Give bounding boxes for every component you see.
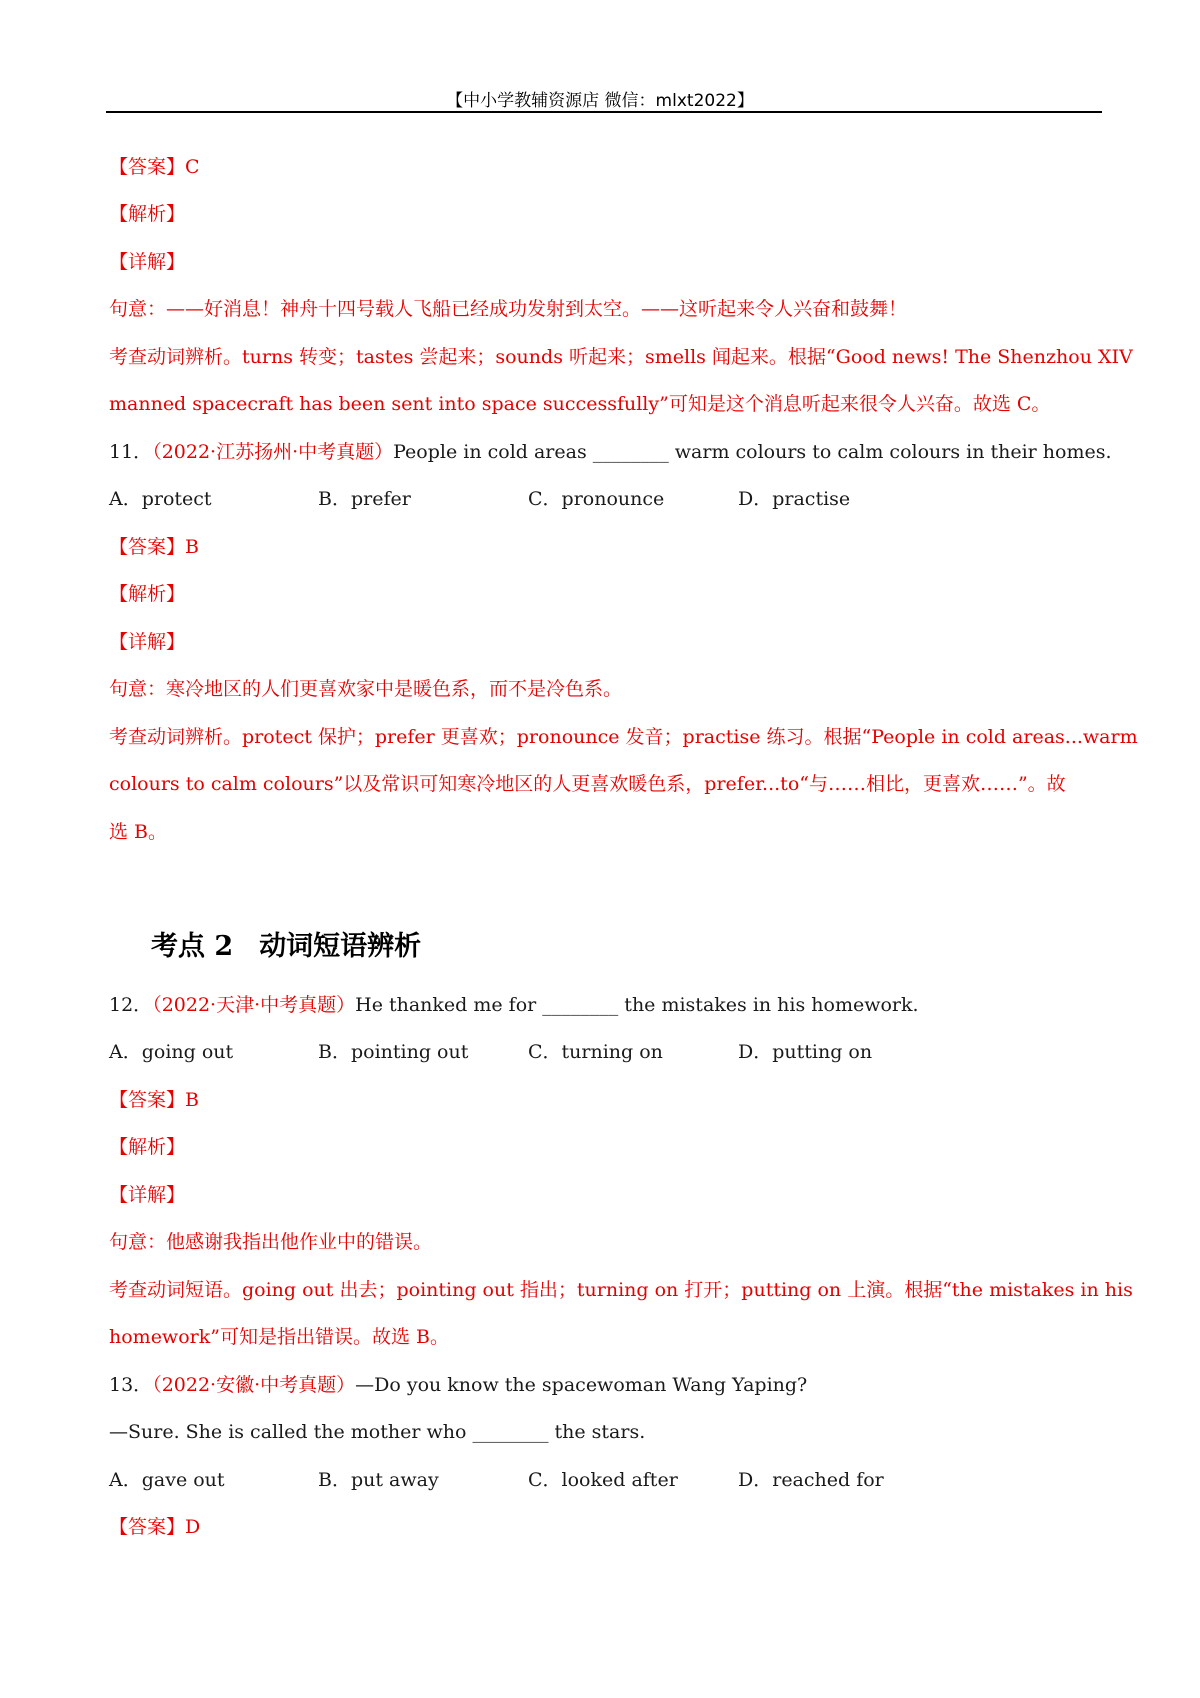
q10-detail-label: 【详解】	[109, 251, 186, 273]
q12-explanation-line-1: 考查动词短语。going out 出去；pointing out 指出；turning on 打开；putting on 上演。根据“the mistakes in his	[109, 1279, 1133, 1301]
q11-explanation-line-3: 选 B。	[109, 821, 168, 843]
section-title: 动词短语辨析	[259, 931, 422, 962]
q12-stem	[109, 993, 919, 1017]
q13-option-c: C．looked after	[528, 1469, 678, 1491]
q13-option-d: D．reached for	[738, 1469, 884, 1491]
q10-explanation-line-2: manned spacecraft has been sent into space successfully”可知是这个消息听起来很令人兴奋。故选 C。	[109, 393, 1051, 415]
q13-stem	[109, 1373, 807, 1397]
section-heading	[151, 930, 421, 964]
page-header: 【中小学教辅资源店 微信：mlxt2022】	[446, 91, 754, 111]
q12-detail-label: 【详解】	[109, 1184, 186, 1206]
q12-number: 12．	[109, 994, 153, 1016]
q11-source: （2022·江苏扬州·中考真题）	[152, 441, 394, 463]
q11-text: People in cold areas ________ warm colours to calm colours in their homes.	[393, 441, 1112, 463]
q12-option-b: B．pointing out	[318, 1041, 469, 1063]
q11-option-c: C．pronounce	[528, 488, 665, 510]
q12-analysis-label: 【解析】	[109, 1136, 186, 1158]
q11-option-a: A．protect	[109, 488, 212, 510]
q11-explanation-line-1: 考查动词辨析。protect 保护；prefer 更喜欢；pronounce 发音；practise 练习。根据“People in cold areas...warm	[109, 726, 1138, 748]
q12-option-d: D．putting on	[738, 1041, 873, 1063]
q10-answer: 【答案】C	[109, 156, 200, 178]
q10-explanation-line-1: 考查动词辨析。turns 转变；tastes 尝起来；sounds 听起来；smells 闻起来。根据“Good news! The Shenzhou XIV	[109, 346, 1133, 368]
q11-stem	[109, 440, 1112, 464]
q12-meaning: 句意：他感谢我指出他作业中的错误。	[109, 1231, 433, 1253]
q12-explanation-line-2: homework”可知是指出错误。故选 B。	[109, 1326, 449, 1348]
q11-explanation-line-2: colours to calm colours”以及常识可知寒冷地区的人更喜欢暖色系，prefer...to“与……相比，更喜欢……”。故	[109, 773, 1066, 795]
q11-answer: 【答案】B	[109, 536, 199, 558]
q11-option-d: D．practise	[738, 488, 851, 510]
q11-analysis-label: 【解析】	[109, 583, 186, 605]
q13-option-b: B．put away	[318, 1469, 439, 1491]
q11-number: 11．	[109, 441, 153, 463]
q10-analysis-label: 【解析】	[109, 203, 186, 225]
q12-source: （2022·天津·中考真题）	[152, 994, 356, 1016]
q12-text: He thanked me for ________ the mistakes in his homework.	[355, 994, 919, 1016]
q11-option-b: B．prefer	[318, 488, 411, 510]
q11-detail-label: 【详解】	[109, 631, 186, 653]
q11-meaning: 句意：寒冷地区的人们更喜欢家中是暖色系，而不是冷色系。	[109, 678, 623, 700]
q13-text: —Do you know the spacewoman Wang Yaping?	[355, 1374, 808, 1396]
q12-answer: 【答案】B	[109, 1089, 199, 1111]
q12-option-c: C．turning on	[528, 1041, 663, 1063]
section-label: 考点 2	[151, 931, 234, 962]
q10-meaning: 句意：——好消息！神舟十四号载人飞船已经成功发射到太空。——这听起来令人兴奋和鼓舞！	[109, 298, 908, 320]
header-divider	[106, 111, 1102, 113]
q13-source: （2022·安徽·中考真题）	[152, 1374, 356, 1396]
q13-number: 13．	[109, 1374, 153, 1396]
q13-option-a: A．gave out	[109, 1469, 225, 1491]
q12-option-a: A．going out	[109, 1041, 234, 1063]
q13-stem-line-2: —Sure. She is called the mother who ________ the stars.	[109, 1421, 646, 1443]
q13-answer: 【答案】D	[109, 1516, 201, 1538]
